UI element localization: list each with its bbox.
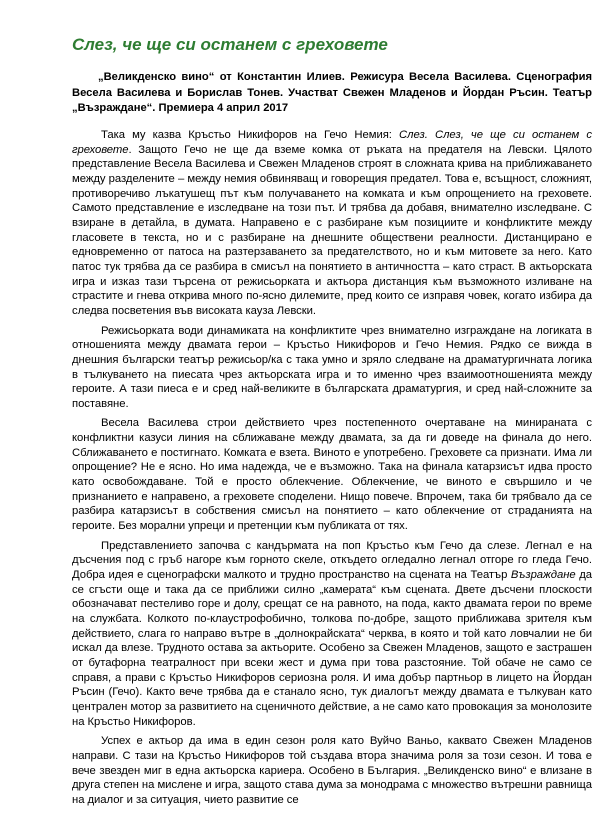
article-title: Слез, че ще си останем с греховете bbox=[72, 35, 388, 54]
paragraph-1-start: Така му казва Кръстьо Никифоров на Гечо Немия: bbox=[101, 129, 400, 141]
paragraph-1-quote: Слез. Слез, че ще си останем с греховете bbox=[72, 129, 592, 156]
paragraph-4 bbox=[72, 539, 592, 730]
paragraph-1-rest: . Защото Гечо не ще да вземе комка от ръката на предателя на Левски. Цялото представление Весела Василева и Свежен Младенов строят в сложната крива на приближаването между разделените – между немия обвиняващ и говорещия предател. Това е, всъщност, сложният, противоречиво лъкатушещ път към получаването на комката и към опрощението на греховете. Самото представление е изследване на този път. И трябва да добавя, внимателно изследване. С взиране в детайла, в думата. Направено е с разбиране към позициите и конфликтите между гласовете в текста, но и с разбиране на днешните обществени реалности. Дистанцирано е едновременно от патоса на разтерзаването за предателството, но и към митовете за него. Като патос тук трябва да се разбира в смисъл на понятието в античността – като страст. В актьорската игра и изказ тази търсена от режисьорката и актьора дистанция към възможното изливане на страстите и гнева открива много по-ясно дилемите, пред които се изправя човек, когато избира да следва посветения във високата кауза Левски. bbox=[72, 143, 592, 317]
paragraph-1 bbox=[72, 128, 592, 319]
article-body bbox=[72, 128, 592, 813]
paragraph-3: Весела Василева строи действието чрез постепенното очертаване на минираната с конфликтни казуси линия на сближаване между двамата, за да ги доведе на финала до него. Сближаването е постигнато. Комката е взета. Виното е употребено. Греховете са признати. Има ли опрощение? Не е ясно. Но има надежда, че е възможно. Така на финала катарзисът идва просто като освобождаване. Той е просто облекчение. Облекчение, че виното е свършило и че признанието е направено, а греховете споделени. Нищо повече. Впрочем, така би трябвало да се разбира катарзисът в собствения смисъл на понятието – като облекчение от страданията на героите. Без морални упреци и претенции към публиката от тях. bbox=[72, 417, 592, 533]
paragraph-5: Успех е актьор да има в един сезон роля като Вуйчо Ваньо, каквато Свежен Младенов направи. С тази на Кръстьо Никифоров той създава втора значима роля за този сезон. И това е вече звезден миг в една актьорска кариера. Особено в България. „Великденско вино“ е влизане в друга степен на мислене и игра, защото става дума за монодрама с множество вътрешни равнища на диалог и за ситуация, чието развитие се bbox=[72, 735, 592, 806]
paragraph-4-rest: да се сгъсти още и така да се приближи силно „камерата“ към сцената. Двете дъсчени плоскости обозначават пестеливо горе и долу, срещат се на равното, на пода, както двамата герои по време на службата. Колкото по-клаустрофобично, толкова по-добре, защото приближава зрителя към действието, слага го направо вътре в „долнокрайската“ черква, в която и той като ловчалии не би искал да влезе. Трудното остава за актьорите. Особено за Свежен Младенов, защото е застрашен от бутафорна театралност при всеки жест и дума при това разстояние. Той обаче не само се справя, а прави с Кръстьо Никифоров сериозна роля. И има добър партньор в лицето на Йордан Ръсин (Гечо). Както вече трябва да е станало ясно, тук диалогът между двамата е тълкуван като централен мотор за развитието на сценичното действие, а не само като провокация за монолозите на Кръстьо Никифоров. bbox=[72, 569, 593, 728]
paragraph-4-start: Представлението започва с кандърмата на поп Кръстьо към Гечо да слезе. Легнал е на дъсчения под с гръб нагоре към горното скеле, откъдето огледално легнал отгоре го гледа Гечо. Добра идея е сценографски малкото и трудно пространство на сцената на Театър bbox=[72, 539, 592, 582]
paragraph-4-venue: Възраждане bbox=[510, 569, 576, 582]
paragraph-2: Режисьорката води динамиката на конфликтите чрез внимателно изграждане на логиката в отношенията между двамата герои – Кръстьо Никифоров и Гечо Немия. Рядко се вижда в днешния български театър режисьор/ка с така умно и зряло следване на драматургичната логика в тълкуването на пиесата чрез актьорската игра и то именно чрез взаимоотношенията между героите. А тази пиеса е и сред най-великите в българската драматургия, и сред най-сложните за поставяне. bbox=[72, 324, 592, 410]
article-lead: „Великденско вино“ от Константин Илиев. Режисура Весела Василева. Сценография Весела Василева и Борислав Тонев. Участват Свежен Младенов и Йордан Ръсин. Театър „Възраждане“. Премиера 4 април 2017 bbox=[72, 71, 592, 114]
